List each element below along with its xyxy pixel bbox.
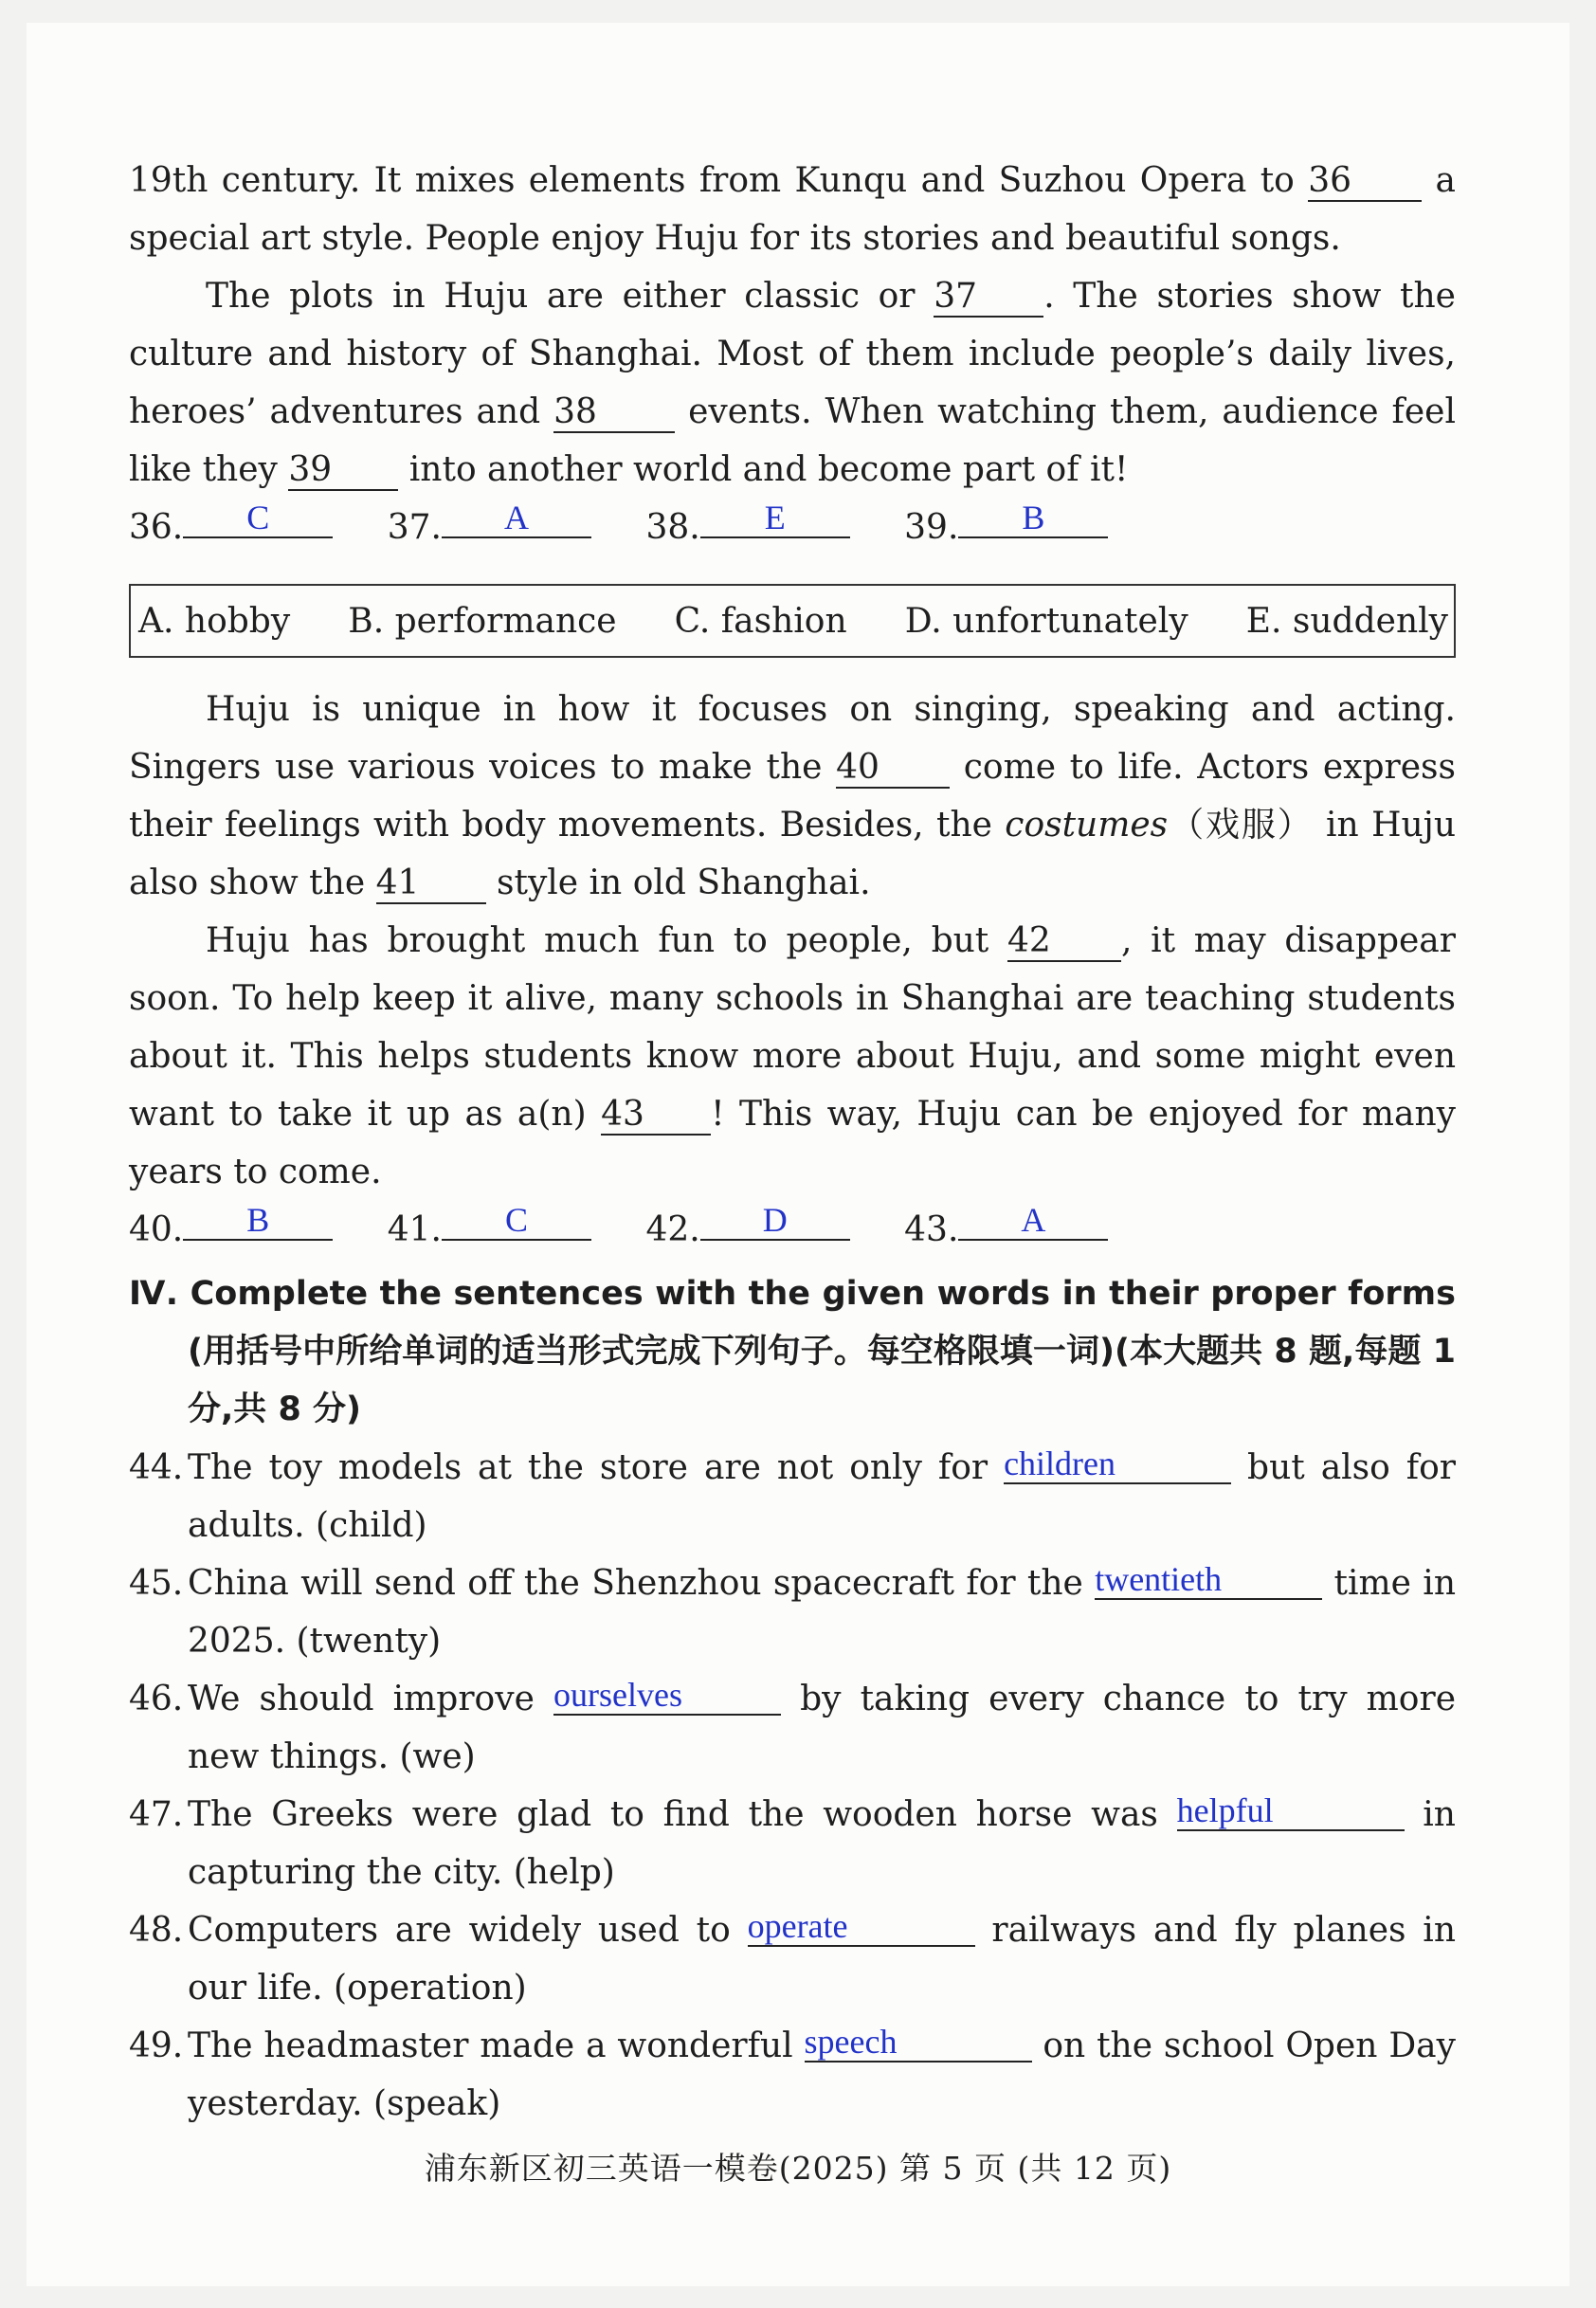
question-number: 44. — [129, 1448, 184, 1487]
question-number: 46. — [129, 1680, 184, 1718]
question-45 — [129, 1554, 1456, 1670]
option-e: E. suddenly — [1245, 601, 1448, 641]
answer-41[interactable]: C — [442, 1201, 591, 1241]
question-text: The headmaster made a wonderful — [188, 2026, 805, 2065]
costumes-word: costumes — [1005, 806, 1169, 845]
answer-44[interactable]: children — [1004, 1445, 1231, 1484]
blank-36: 36 — [1308, 162, 1422, 202]
answer-42[interactable]: D — [700, 1201, 850, 1241]
section-4-heading: Ⅳ. Complete the sentences with the given words in their proper forms (用括号中所给单词的适当形式完成下列句子。每空格限填一词)(本大题共 8 题,每题 1 分,共 8 分) — [129, 1275, 1456, 1428]
blank-37: 37 — [934, 278, 1043, 318]
blank-38: 38 — [553, 393, 675, 433]
question-text: railways and fly planes in our life. (operation) — [188, 1911, 1457, 2008]
question-number: 47. — [129, 1795, 184, 1834]
question-text: time in 2025. (twenty) — [188, 1564, 1457, 1661]
blank-41: 41 — [376, 864, 486, 904]
text: events. When watching them, audience feel like they — [129, 392, 1456, 489]
question-text: We should improve — [188, 1680, 553, 1718]
answer-number: 43. — [904, 1210, 959, 1249]
question-text: Computers are widely used to — [188, 1911, 748, 1950]
text: into another world and become part of it! — [398, 450, 1129, 489]
page-content — [129, 152, 1456, 2133]
answer-49[interactable]: speech — [805, 2023, 1032, 2063]
text: Huju has brought much fun to people, but — [206, 921, 1007, 960]
passage-paragraph-4 — [129, 912, 1456, 1201]
passage-paragraph-1 — [129, 152, 1456, 267]
answer-row-36-39 — [129, 499, 1456, 563]
option-a: A. hobby — [138, 601, 291, 641]
question-number: 48. — [129, 1911, 184, 1950]
answer-47[interactable]: helpful — [1177, 1791, 1405, 1831]
question-44 — [129, 1439, 1456, 1554]
question-number: 45. — [129, 1564, 184, 1603]
answer-36[interactable]: C — [183, 499, 333, 538]
gloss: （戏服） — [1168, 806, 1314, 845]
blank-39: 39 — [288, 451, 398, 491]
blank-40: 40 — [836, 749, 950, 789]
page-footer: 浦东新区初三英语一模卷(2025) 第 5 页 (共 12 页) — [424, 2150, 1172, 2187]
option-c: C. fashion — [674, 601, 847, 641]
question-text: in capturing the city. (help) — [188, 1795, 1456, 1892]
text: ! This way, Huju can be enjoyed for many years to come. — [129, 1095, 1457, 1191]
blank-43: 43 — [601, 1096, 711, 1136]
option-d: D. unfortunately — [904, 601, 1188, 641]
answer-38[interactable]: E — [700, 499, 850, 538]
question-text: by taking every chance to try more new things. (we) — [188, 1680, 1456, 1776]
answer-number: 39. — [904, 508, 959, 547]
question-46 — [129, 1670, 1456, 1786]
blank-42: 42 — [1007, 922, 1121, 962]
text: . The stories show the culture and history of Shanghai. Most of them include people’s daily lives, heroes’ adventures and — [129, 277, 1456, 431]
answer-40[interactable]: B — [183, 1201, 333, 1241]
question-text: The toy models at the store are not only for — [188, 1448, 1005, 1487]
question-text: on the school Open Day yesterday. (speak) — [188, 2026, 1456, 2123]
answer-43[interactable]: A — [958, 1201, 1108, 1241]
text: The plots in Huju are either classic or — [206, 277, 934, 316]
question-number: 49. — [129, 2026, 184, 2065]
text: style in old Shanghai. — [485, 863, 871, 902]
answer-37[interactable]: A — [442, 499, 591, 538]
question-48 — [129, 1901, 1456, 2017]
answer-number: 40. — [129, 1210, 184, 1249]
answer-row-40-43 — [129, 1201, 1456, 1265]
answer-45[interactable]: twentieth — [1095, 1560, 1322, 1600]
question-text: but also for adults. (child) — [188, 1448, 1456, 1545]
text: a special art style. People enjoy Huju for its stories and beautiful songs. — [129, 161, 1456, 258]
question-text: The Greeks were glad to find the wooden horse was — [188, 1795, 1177, 1834]
text: come to life. Actors express their feelings with body movements. Besides, the — [129, 748, 1456, 845]
answer-number: 41. — [387, 1210, 442, 1249]
text: 19th century. It mixes elements from Kunqu and Suzhou Opera to — [129, 161, 1309, 200]
text: in Huju also show the — [129, 806, 1457, 902]
answer-number: 37. — [387, 508, 442, 547]
text: Huju is unique in how it focuses on singing, speaking and acting. Singers use various voices to make the — [129, 690, 1456, 787]
passage-paragraph-2 — [129, 267, 1456, 499]
answer-number: 38. — [645, 508, 700, 547]
question-47 — [129, 1786, 1456, 1901]
answer-39[interactable]: B — [958, 499, 1108, 538]
question-text: China will send off the Shenzhou spacecraft for the — [188, 1564, 1096, 1603]
answer-48[interactable]: operate — [748, 1907, 975, 1947]
passage-paragraph-3 — [129, 681, 1456, 912]
answer-46[interactable]: ourselves — [553, 1676, 781, 1716]
answer-number: 42. — [645, 1210, 700, 1249]
option-b: B. performance — [348, 601, 617, 641]
question-49 — [129, 2017, 1456, 2133]
answer-number: 36. — [129, 508, 184, 547]
word-options-box — [129, 584, 1456, 658]
text: , it may disappear soon. To help keep it alive, many schools in Shanghai are teaching students about it. This helps students know more about Huju, and some might even want to take it up as a(n) — [129, 921, 1456, 1134]
